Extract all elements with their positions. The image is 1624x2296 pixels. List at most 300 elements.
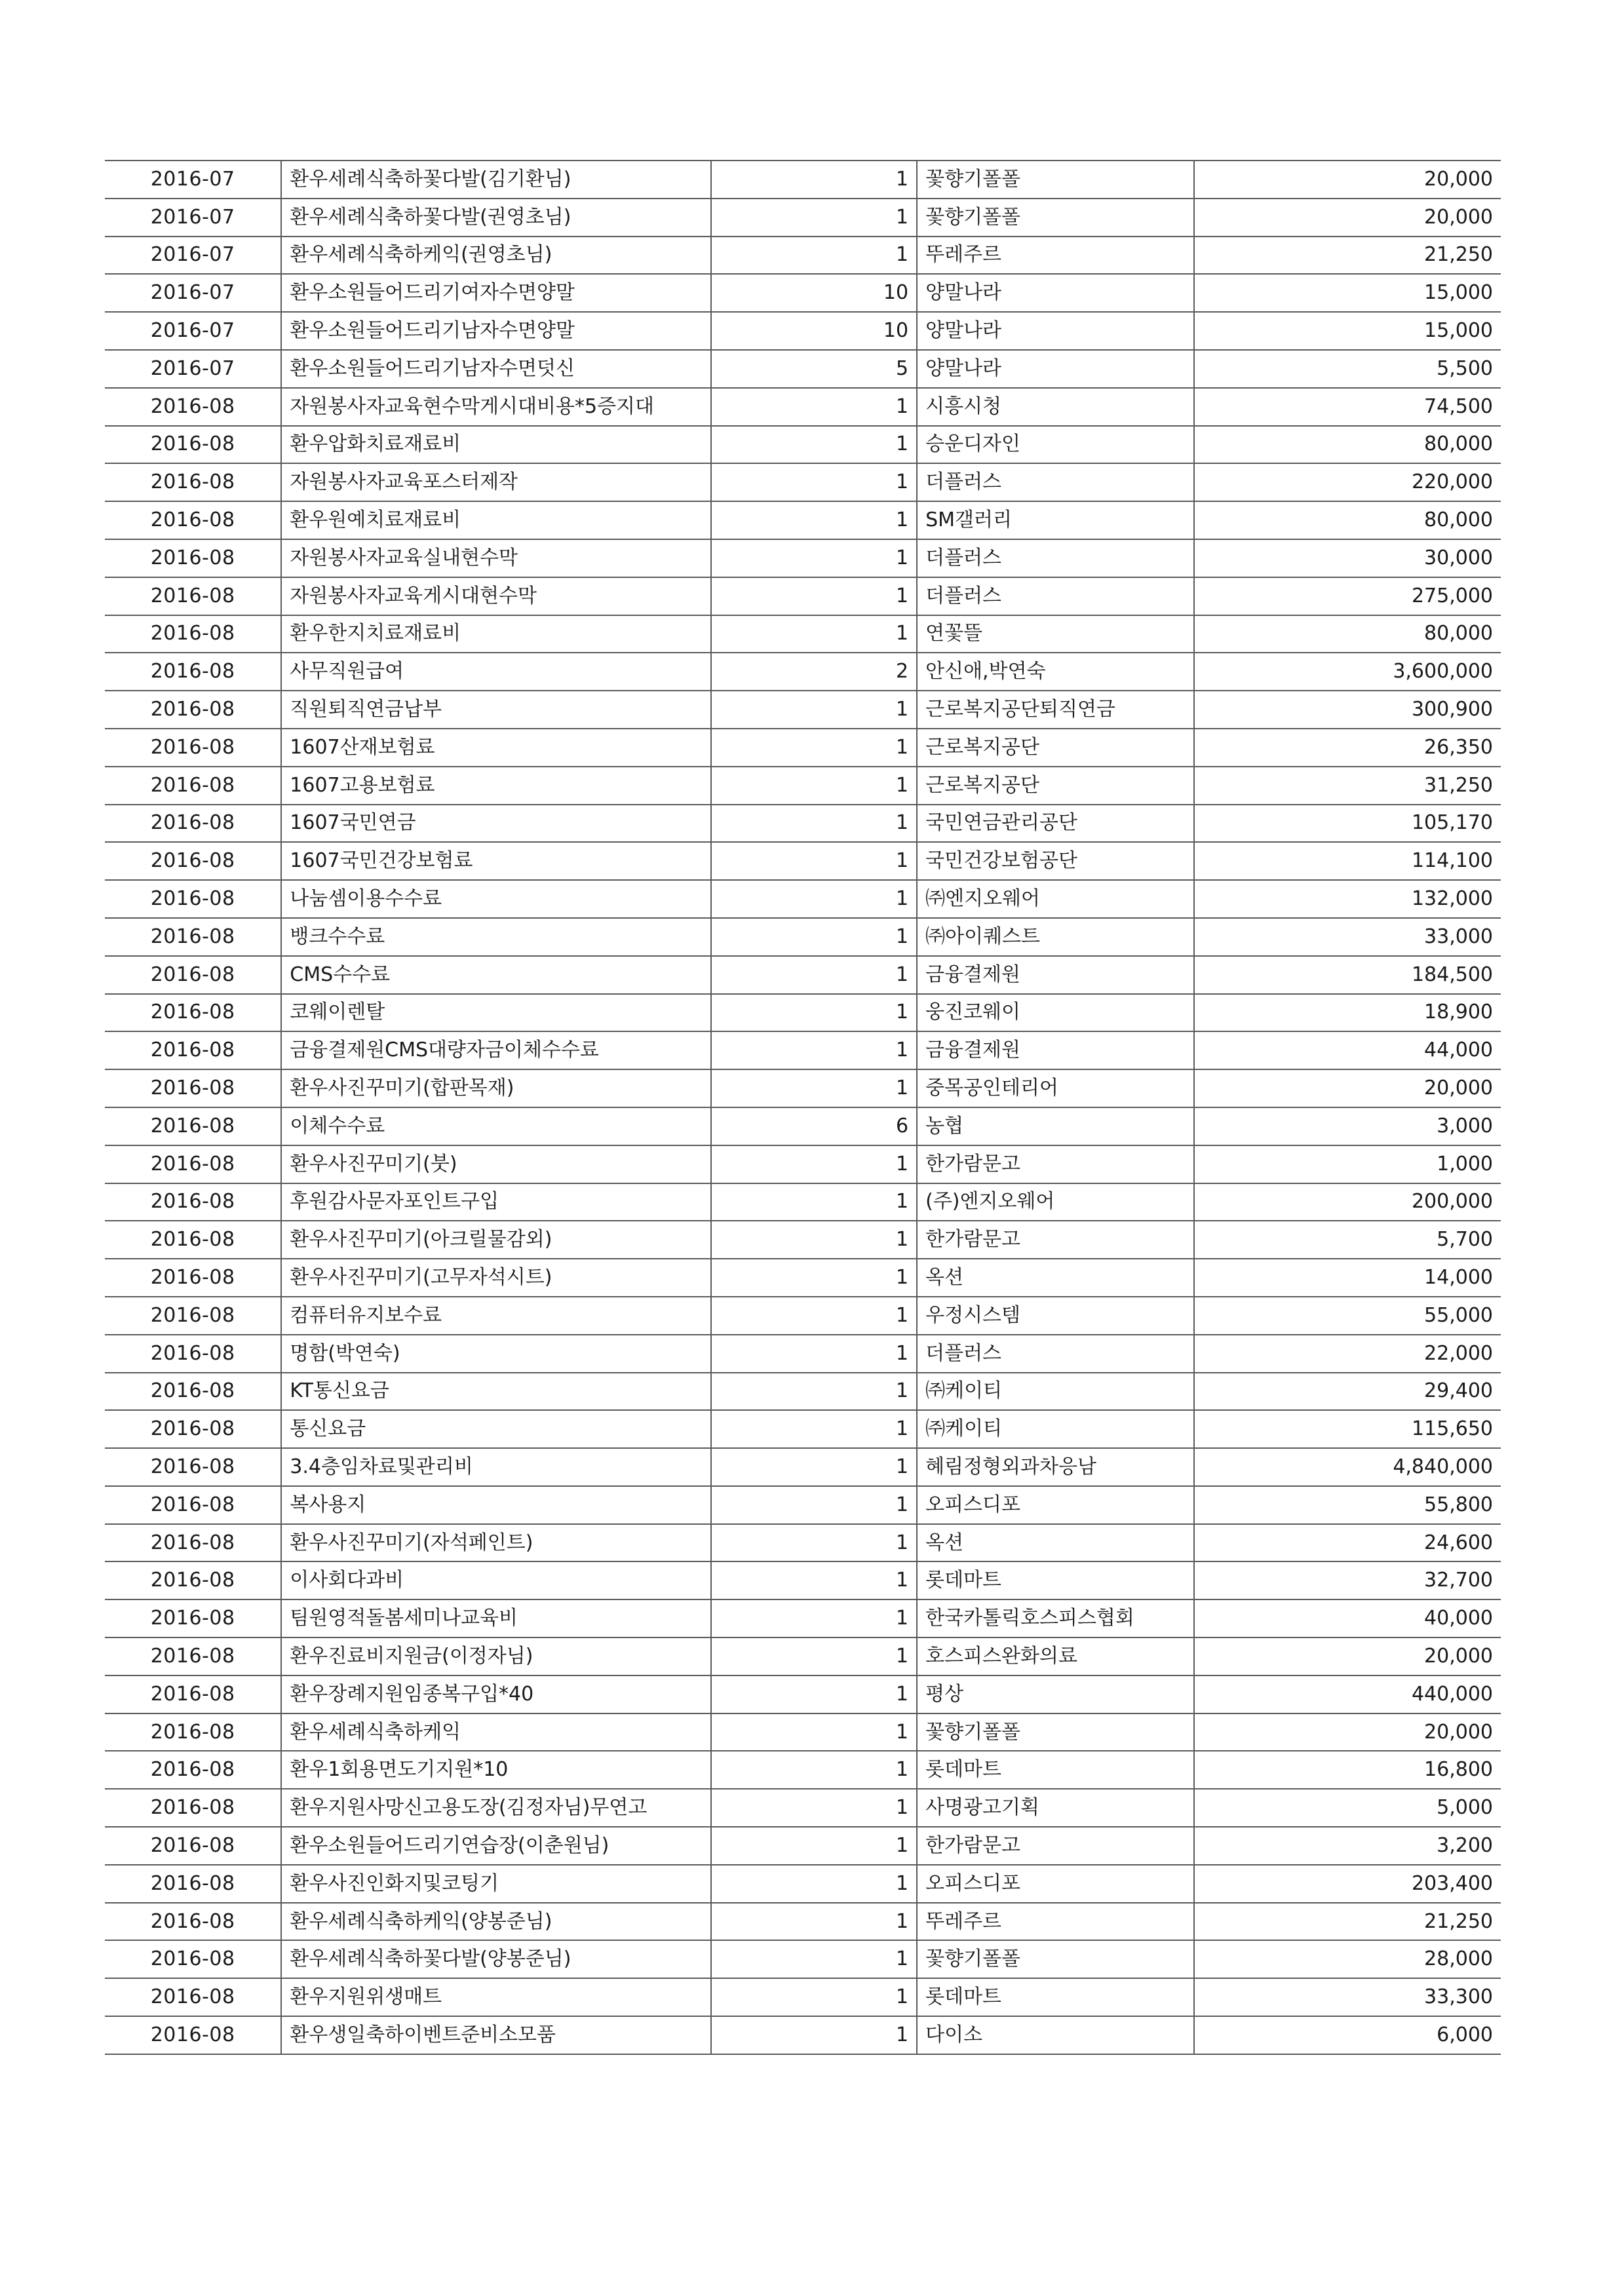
item-cell: 환우사진인화지및코팅기 [281,1865,711,1903]
table-row [105,350,1501,388]
table-row [105,1599,1501,1637]
date-cell: 2016-08 [105,918,281,956]
item-cell: 3.4층임차료및관리비 [281,1448,711,1486]
date-cell: 2016-08 [105,2016,281,2054]
quantity-cell: 6 [711,1107,917,1145]
item-cell: 자원봉사자교육포스터제작 [281,463,711,501]
date-cell: 2016-08 [105,653,281,691]
item-cell: 환우소원들어드리기여자수면양말 [281,274,711,312]
item-cell: 환우진료비지원금(이정자님) [281,1637,711,1675]
amount-cell: 26,350 [1194,729,1501,767]
date-cell: 2016-08 [105,1297,281,1335]
item-cell: 환우사진꾸미기(아크릴물감외) [281,1221,711,1259]
amount-cell: 203,400 [1194,1865,1501,1903]
item-cell: 컴퓨터유지보수료 [281,1297,711,1335]
amount-cell: 20,000 [1194,1713,1501,1751]
amount-cell: 80,000 [1194,501,1501,539]
date-cell: 2016-08 [105,1069,281,1107]
date-cell: 2016-08 [105,1373,281,1411]
quantity-cell: 1 [711,1335,917,1373]
amount-cell: 20,000 [1194,161,1501,199]
amount-cell: 275,000 [1194,577,1501,615]
amount-cell: 55,000 [1194,1297,1501,1335]
amount-cell: 80,000 [1194,426,1501,464]
quantity-cell: 1 [711,842,917,880]
table-row [105,426,1501,464]
table-row [105,312,1501,350]
vendor-cell: 롯데마트 [917,1561,1194,1599]
item-cell: 환우1회용면도기지원*10 [281,1751,711,1789]
table-row [105,1637,1501,1675]
vendor-cell: 금융결제원 [917,1031,1194,1069]
date-cell: 2016-08 [105,1524,281,1562]
item-cell: 환우지원사망신고용도장(김정자님)무연고 [281,1789,711,1827]
quantity-cell: 1 [711,1865,917,1903]
vendor-cell: 금융결제원 [917,956,1194,994]
table-row [105,994,1501,1032]
amount-cell: 18,900 [1194,994,1501,1032]
quantity-cell: 1 [711,539,917,577]
amount-cell: 80,000 [1194,615,1501,653]
date-cell: 2016-08 [105,1145,281,1183]
date-cell: 2016-08 [105,1903,281,1941]
date-cell: 2016-08 [105,1637,281,1675]
item-cell: 환우사진꾸미기(고무자석시트) [281,1259,711,1297]
vendor-cell: 농협 [917,1107,1194,1145]
quantity-cell: 2 [711,653,917,691]
quantity-cell: 1 [711,1827,917,1865]
date-cell: 2016-07 [105,199,281,237]
vendor-cell: 꽃향기폴폴 [917,1713,1194,1751]
date-cell: 2016-07 [105,350,281,388]
vendor-cell: 연꽃뜰 [917,615,1194,653]
vendor-cell: 우정시스템 [917,1297,1194,1335]
amount-cell: 14,000 [1194,1259,1501,1297]
item-cell: 환우세례식축하케익(양봉준님) [281,1903,711,1941]
amount-cell: 40,000 [1194,1599,1501,1637]
item-cell: 환우원예치료재료비 [281,501,711,539]
date-cell: 2016-08 [105,1448,281,1486]
quantity-cell: 1 [711,1221,917,1259]
table-row [105,539,1501,577]
date-cell: 2016-08 [105,1221,281,1259]
table-row [105,1069,1501,1107]
item-cell: 1607산재보험료 [281,729,711,767]
item-cell: 1607국민연금 [281,805,711,843]
table-row [105,1221,1501,1259]
vendor-cell: 롯데마트 [917,1978,1194,2016]
item-cell: 뱅크수수료 [281,918,711,956]
date-cell: 2016-08 [105,1713,281,1751]
amount-cell: 300,900 [1194,691,1501,729]
table-row [105,1675,1501,1713]
amount-cell: 20,000 [1194,1637,1501,1675]
quantity-cell: 1 [711,463,917,501]
vendor-cell: 옥션 [917,1259,1194,1297]
vendor-cell: 한가람문고 [917,1145,1194,1183]
vendor-cell: 근로복지공단퇴직연금 [917,691,1194,729]
table-row [105,918,1501,956]
date-cell: 2016-08 [105,1599,281,1637]
quantity-cell: 10 [711,312,917,350]
table-row [105,1259,1501,1297]
table-row [105,1335,1501,1373]
quantity-cell: 1 [711,1448,917,1486]
date-cell: 2016-08 [105,1183,281,1221]
vendor-cell: (주)엔지오웨어 [917,1183,1194,1221]
date-cell: 2016-08 [105,1751,281,1789]
vendor-cell: 양말나라 [917,312,1194,350]
vendor-cell: 평상 [917,1675,1194,1713]
table-row [105,615,1501,653]
amount-cell: 132,000 [1194,880,1501,918]
table-row [105,1448,1501,1486]
date-cell: 2016-08 [105,426,281,464]
vendor-cell: 양말나라 [917,350,1194,388]
amount-cell: 30,000 [1194,539,1501,577]
table-row [105,653,1501,691]
item-cell: 이사회다과비 [281,1561,711,1599]
table-row [105,1183,1501,1221]
date-cell: 2016-08 [105,1561,281,1599]
item-cell: 환우세례식축하꽃다발(양봉준님) [281,1940,711,1978]
amount-cell: 33,300 [1194,1978,1501,2016]
date-cell: 2016-08 [105,956,281,994]
item-cell: 환우세례식축하꽃다발(김기환님) [281,161,711,199]
quantity-cell: 1 [711,1069,917,1107]
vendor-cell: 옥션 [917,1524,1194,1562]
vendor-cell: ㈜케이티 [917,1373,1194,1411]
date-cell: 2016-07 [105,312,281,350]
table-row [105,691,1501,729]
quantity-cell: 1 [711,1903,917,1941]
item-cell: 금융결제원CMS대량자금이체수수료 [281,1031,711,1069]
vendor-cell: 웅진코웨이 [917,994,1194,1032]
item-cell: 명함(박연숙) [281,1335,711,1373]
quantity-cell: 1 [711,615,917,653]
item-cell: 코웨이렌탈 [281,994,711,1032]
date-cell: 2016-08 [105,1675,281,1713]
quantity-cell: 1 [711,880,917,918]
date-cell: 2016-08 [105,1259,281,1297]
table-row [105,388,1501,426]
date-cell: 2016-08 [105,1827,281,1865]
item-cell: 후원감사문자포인트구입 [281,1183,711,1221]
quantity-cell: 1 [711,805,917,843]
date-cell: 2016-08 [105,1789,281,1827]
table-row [105,1903,1501,1941]
vendor-cell: 더플러스 [917,463,1194,501]
amount-cell: 15,000 [1194,312,1501,350]
table-row [105,767,1501,805]
table-row [105,1524,1501,1562]
vendor-cell: 양말나라 [917,274,1194,312]
date-cell: 2016-08 [105,1865,281,1903]
item-cell: 1607국민건강보험료 [281,842,711,880]
amount-cell: 5,500 [1194,350,1501,388]
quantity-cell: 1 [711,1675,917,1713]
amount-cell: 21,250 [1194,237,1501,275]
item-cell: 나눔셈이용수수료 [281,880,711,918]
vendor-cell: ㈜엔지오웨어 [917,880,1194,918]
table-row [105,1297,1501,1335]
quantity-cell: 1 [711,1373,917,1411]
quantity-cell: 1 [711,1637,917,1675]
table-row [105,501,1501,539]
quantity-cell: 1 [711,1145,917,1183]
date-cell: 2016-08 [105,1978,281,2016]
amount-cell: 20,000 [1194,199,1501,237]
quantity-cell: 1 [711,1713,917,1751]
table-row [105,880,1501,918]
table-row [105,237,1501,275]
amount-cell: 24,600 [1194,1524,1501,1562]
date-cell: 2016-07 [105,161,281,199]
table-row [105,1486,1501,1524]
date-cell: 2016-08 [105,880,281,918]
date-cell: 2016-08 [105,615,281,653]
vendor-cell: ㈜아이퀘스트 [917,918,1194,956]
date-cell: 2016-08 [105,1031,281,1069]
amount-cell: 29,400 [1194,1373,1501,1411]
table-row [105,463,1501,501]
table-row [105,199,1501,237]
vendor-cell: 근로복지공단 [917,767,1194,805]
item-cell: 자원봉사자교육현수막게시대비용*5증지대 [281,388,711,426]
item-cell: 환우소원들어드리기연습장(이춘원님) [281,1827,711,1865]
table-row [105,956,1501,994]
amount-cell: 220,000 [1194,463,1501,501]
amount-cell: 22,000 [1194,1335,1501,1373]
table-row [105,1978,1501,2016]
vendor-cell: 안신애,박연숙 [917,653,1194,691]
item-cell: CMS수수료 [281,956,711,994]
vendor-cell: 오피스디포 [917,1865,1194,1903]
vendor-cell: 시흥시청 [917,388,1194,426]
table-row [105,1373,1501,1411]
item-cell: 환우사진꾸미기(붓) [281,1145,711,1183]
vendor-cell: 혜림정형외과차응남 [917,1448,1194,1486]
quantity-cell: 1 [711,1259,917,1297]
item-cell: 환우소원들어드리기남자수면양말 [281,312,711,350]
amount-cell: 21,250 [1194,1903,1501,1941]
date-cell: 2016-08 [105,501,281,539]
amount-cell: 28,000 [1194,1940,1501,1978]
table-row [105,1751,1501,1789]
vendor-cell: ㈜케이티 [917,1410,1194,1448]
date-cell: 2016-08 [105,577,281,615]
quantity-cell: 1 [711,426,917,464]
amount-cell: 31,250 [1194,767,1501,805]
amount-cell: 16,800 [1194,1751,1501,1789]
vendor-cell: 꽃향기폴폴 [917,199,1194,237]
item-cell: 환우한지치료재료비 [281,615,711,653]
item-cell: KT통신요금 [281,1373,711,1411]
item-cell: 환우세례식축하케익 [281,1713,711,1751]
table-row [105,1107,1501,1145]
table-row [105,805,1501,843]
quantity-cell: 1 [711,1978,917,2016]
quantity-cell: 1 [711,956,917,994]
amount-cell: 105,170 [1194,805,1501,843]
amount-cell: 1,000 [1194,1145,1501,1183]
vendor-cell: 꽃향기폴폴 [917,1940,1194,1978]
amount-cell: 3,200 [1194,1827,1501,1865]
quantity-cell: 1 [711,1031,917,1069]
date-cell: 2016-08 [105,805,281,843]
date-cell: 2016-08 [105,1335,281,1373]
item-cell: 환우장례지원임종복구입*40 [281,1675,711,1713]
vendor-cell: 꽃향기폴폴 [917,161,1194,199]
vendor-cell: SM갤러리 [917,501,1194,539]
amount-cell: 33,000 [1194,918,1501,956]
quantity-cell: 1 [711,1486,917,1524]
item-cell: 환우생일축하이벤트준비소모품 [281,2016,711,2054]
date-cell: 2016-08 [105,539,281,577]
quantity-cell: 1 [711,577,917,615]
vendor-cell: 한가람문고 [917,1827,1194,1865]
quantity-cell: 1 [711,1297,917,1335]
quantity-cell: 1 [711,767,917,805]
date-cell: 2016-08 [105,1410,281,1448]
vendor-cell: 더플러스 [917,577,1194,615]
quantity-cell: 1 [711,501,917,539]
vendor-cell: 더플러스 [917,539,1194,577]
date-cell: 2016-08 [105,994,281,1032]
table-row [105,1713,1501,1751]
item-cell: 1607고용보험료 [281,767,711,805]
table-row [105,577,1501,615]
date-cell: 2016-08 [105,388,281,426]
amount-cell: 440,000 [1194,1675,1501,1713]
item-cell: 이체수수료 [281,1107,711,1145]
table-row [105,1410,1501,1448]
table-row [105,161,1501,199]
amount-cell: 55,800 [1194,1486,1501,1524]
date-cell: 2016-08 [105,842,281,880]
quantity-cell: 1 [711,1599,917,1637]
amount-cell: 74,500 [1194,388,1501,426]
table-row [105,729,1501,767]
item-cell: 환우사진꾸미기(합판목재) [281,1069,711,1107]
item-cell: 환우세례식축하꽃다발(권영초님) [281,199,711,237]
table-row [105,274,1501,312]
item-cell: 직원퇴직연금납부 [281,691,711,729]
amount-cell: 3,600,000 [1194,653,1501,691]
date-cell: 2016-08 [105,463,281,501]
vendor-cell: 한가람문고 [917,1221,1194,1259]
vendor-cell: 사명광고기획 [917,1789,1194,1827]
date-cell: 2016-08 [105,729,281,767]
quantity-cell: 1 [711,2016,917,2054]
amount-cell: 184,500 [1194,956,1501,994]
date-cell: 2016-08 [105,691,281,729]
amount-cell: 32,700 [1194,1561,1501,1599]
amount-cell: 20,000 [1194,1069,1501,1107]
quantity-cell: 1 [711,1524,917,1562]
quantity-cell: 10 [711,274,917,312]
quantity-cell: 1 [711,1410,917,1448]
amount-cell: 15,000 [1194,274,1501,312]
amount-cell: 5,700 [1194,1221,1501,1259]
amount-cell: 4,840,000 [1194,1448,1501,1486]
quantity-cell: 1 [711,729,917,767]
date-cell: 2016-07 [105,237,281,275]
table-row [105,1940,1501,1978]
quantity-cell: 1 [711,1561,917,1599]
vendor-cell: 뚜레주르 [917,1903,1194,1941]
quantity-cell: 5 [711,350,917,388]
quantity-cell: 1 [711,1940,917,1978]
amount-cell: 115,650 [1194,1410,1501,1448]
item-cell: 통신요금 [281,1410,711,1448]
quantity-cell: 1 [711,199,917,237]
item-cell: 자원봉사자교육실내현수막 [281,539,711,577]
date-cell: 2016-08 [105,1486,281,1524]
vendor-cell: 국민연금관리공단 [917,805,1194,843]
vendor-cell: 뚜레주르 [917,237,1194,275]
vendor-cell: 한국카톨릭호스피스협회 [917,1599,1194,1637]
ledger-body [105,161,1501,2054]
quantity-cell: 1 [711,994,917,1032]
table-row [105,1145,1501,1183]
item-cell: 환우지원위생매트 [281,1978,711,2016]
item-cell: 환우소원들어드리기남자수면덧신 [281,350,711,388]
quantity-cell: 1 [711,1789,917,1827]
item-cell: 환우세례식축하케익(권영초님) [281,237,711,275]
table-row [105,1561,1501,1599]
vendor-cell: 승운디자인 [917,426,1194,464]
date-cell: 2016-08 [105,767,281,805]
amount-cell: 3,000 [1194,1107,1501,1145]
amount-cell: 44,000 [1194,1031,1501,1069]
amount-cell: 5,000 [1194,1789,1501,1827]
item-cell: 자원봉사자교육게시대현수막 [281,577,711,615]
vendor-cell: 롯데마트 [917,1751,1194,1789]
quantity-cell: 1 [711,691,917,729]
expense-ledger-table [105,160,1501,2055]
amount-cell: 114,100 [1194,842,1501,880]
amount-cell: 200,000 [1194,1183,1501,1221]
quantity-cell: 1 [711,1751,917,1789]
date-cell: 2016-07 [105,274,281,312]
quantity-cell: 1 [711,161,917,199]
quantity-cell: 1 [711,918,917,956]
item-cell: 팀원영적돌봄세미나교육비 [281,1599,711,1637]
vendor-cell: 다이소 [917,2016,1194,2054]
vendor-cell: 오피스디포 [917,1486,1194,1524]
vendor-cell: 근로복지공단 [917,729,1194,767]
quantity-cell: 1 [711,237,917,275]
table-row [105,1827,1501,1865]
amount-cell: 6,000 [1194,2016,1501,2054]
vendor-cell: 더플러스 [917,1335,1194,1373]
item-cell: 복사용지 [281,1486,711,1524]
table-row [105,1865,1501,1903]
vendor-cell: 호스피스완화의료 [917,1637,1194,1675]
table-row [105,1031,1501,1069]
quantity-cell: 1 [711,388,917,426]
table-row [105,842,1501,880]
vendor-cell: 중목공인테리어 [917,1069,1194,1107]
quantity-cell: 1 [711,1183,917,1221]
table-row [105,1789,1501,1827]
item-cell: 사무직원급여 [281,653,711,691]
vendor-cell: 국민건강보험공단 [917,842,1194,880]
item-cell: 환우사진꾸미기(자석페인트) [281,1524,711,1562]
table-row [105,2016,1501,2054]
item-cell: 환우압화치료재료비 [281,426,711,464]
